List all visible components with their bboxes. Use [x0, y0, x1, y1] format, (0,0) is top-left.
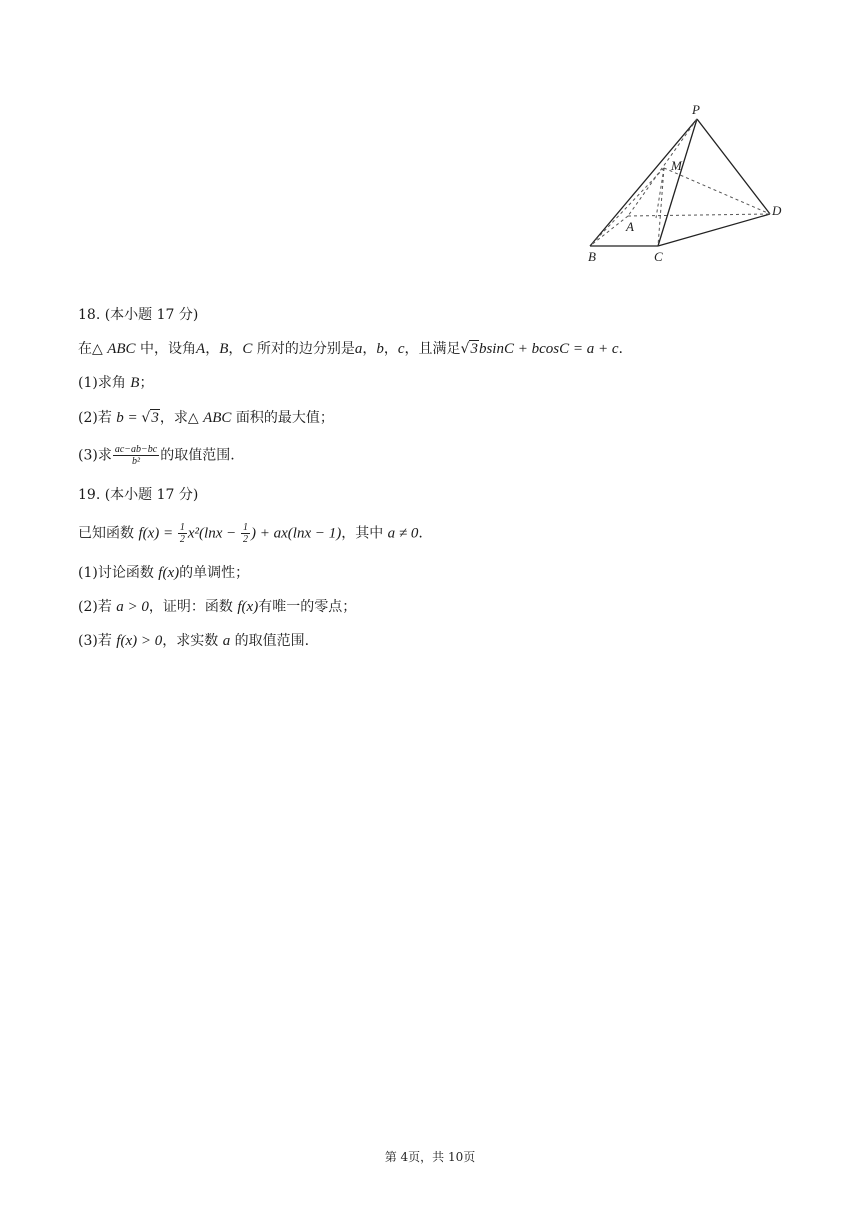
fraction-numerator: 1 [179, 522, 185, 533]
text: (2)若 [78, 599, 112, 615]
q19-header: 19. (本小题 17 分) [78, 487, 199, 503]
math-fx: f(x) [237, 599, 259, 615]
text: (1)求角 [78, 375, 126, 391]
edge-AD [628, 214, 770, 216]
math-condition: f(x) > 0 [116, 633, 163, 649]
math-fx: f(x) [158, 565, 180, 581]
text: . [618, 341, 623, 357]
q18-intro: 在△ ABC 中，设角A，B，C 所对的边分别是a，b，c，且满足√3bsinC + bcosC = a + c. [78, 341, 623, 357]
math-equation: bsinC + bcosC = a + c [478, 341, 619, 357]
edge-MB [590, 168, 664, 246]
q18-header: 18. (本小题 17 分) [78, 307, 199, 323]
text: ， [205, 341, 220, 357]
math-expr: x²(lnx − [187, 525, 240, 542]
math-fx: f(x) = [138, 525, 177, 542]
text: ， [228, 341, 243, 357]
math-sqrt3: 3 [470, 341, 478, 357]
edge-PA [628, 119, 697, 216]
math-condition: a ≠ 0 [387, 525, 419, 542]
math-C: C [242, 341, 253, 357]
text: ，其中 [341, 525, 384, 542]
label-P: P [692, 102, 700, 117]
label-D: D [772, 203, 782, 218]
q18-part2: (2)若 b = √3，求△ ABC 面积的最大值； [78, 410, 334, 426]
math-expr: ) + ax(lnx − 1) [251, 525, 342, 542]
text: ； [139, 375, 154, 391]
text: (2)若 [78, 410, 112, 426]
fraction [113, 444, 159, 467]
fraction-denominator: b² [132, 456, 141, 467]
label-B: B [588, 249, 596, 264]
text: 所对的边分别是 [256, 341, 355, 357]
text: ， [383, 341, 398, 357]
text: 的取值范围. [160, 447, 235, 464]
q18-part3 [78, 444, 235, 467]
text: 的单调性； [179, 565, 250, 581]
fraction-denominator: 2 [243, 534, 248, 545]
q19-part3 [78, 631, 309, 651]
fraction-numerator: 1 [243, 522, 248, 533]
text: (1)讨论函数 [78, 565, 154, 581]
page-footer: 第 4页，共 10页 [384, 1150, 476, 1164]
math-a: a [354, 341, 363, 357]
text: ，求 [159, 410, 188, 426]
text: (3)若 [78, 633, 112, 649]
text: 已知函数 [78, 525, 134, 542]
triangle-symbol: △ [92, 341, 103, 357]
fraction-half [178, 522, 187, 545]
text: 在 [78, 341, 92, 357]
pyramid-figure [584, 100, 794, 270]
math-condition: a > 0 [116, 599, 149, 615]
triangle-symbol: △ [187, 410, 199, 426]
text: ，证明：函数 [148, 599, 233, 615]
math-B: B [130, 375, 140, 391]
text: . [418, 525, 423, 542]
edge-CD [658, 214, 770, 246]
edge-PD [697, 119, 770, 214]
edge-AB [590, 216, 628, 246]
label-M: M [671, 158, 682, 173]
text: 有唯一的零点； [258, 599, 357, 615]
text: ， [362, 341, 377, 357]
math-a: a [222, 633, 231, 649]
fraction-denominator: 2 [179, 534, 185, 545]
math-b-eq: b = [116, 410, 142, 426]
q19-part2 [78, 597, 356, 617]
fraction-numerator: ac−ab−bc [114, 444, 158, 455]
edge-MA [656, 168, 664, 218]
label-C: C [654, 249, 663, 264]
q19-intro [78, 522, 423, 545]
fraction-half [241, 522, 250, 545]
edge-PC [658, 119, 697, 246]
math-abc: ABC [203, 410, 232, 426]
text: 中，设角 [140, 341, 197, 357]
q18-part1 [78, 373, 153, 393]
label-A: A [626, 219, 634, 234]
text: ，求实数 [162, 633, 219, 649]
math-c: c [397, 341, 405, 357]
edge-PB [590, 119, 697, 246]
q19-part1 [78, 563, 249, 583]
math-sqrt3: 3 [151, 410, 159, 426]
text: 面积的最大值； [235, 410, 334, 426]
text: (3)求 [78, 447, 112, 464]
math-B: B [219, 341, 229, 357]
math-abc: ABC [107, 341, 136, 357]
text: ，且满足 [404, 341, 461, 357]
math-A: A [196, 341, 206, 357]
text: 的取值范围. [234, 633, 310, 649]
math-b: b [376, 341, 384, 357]
